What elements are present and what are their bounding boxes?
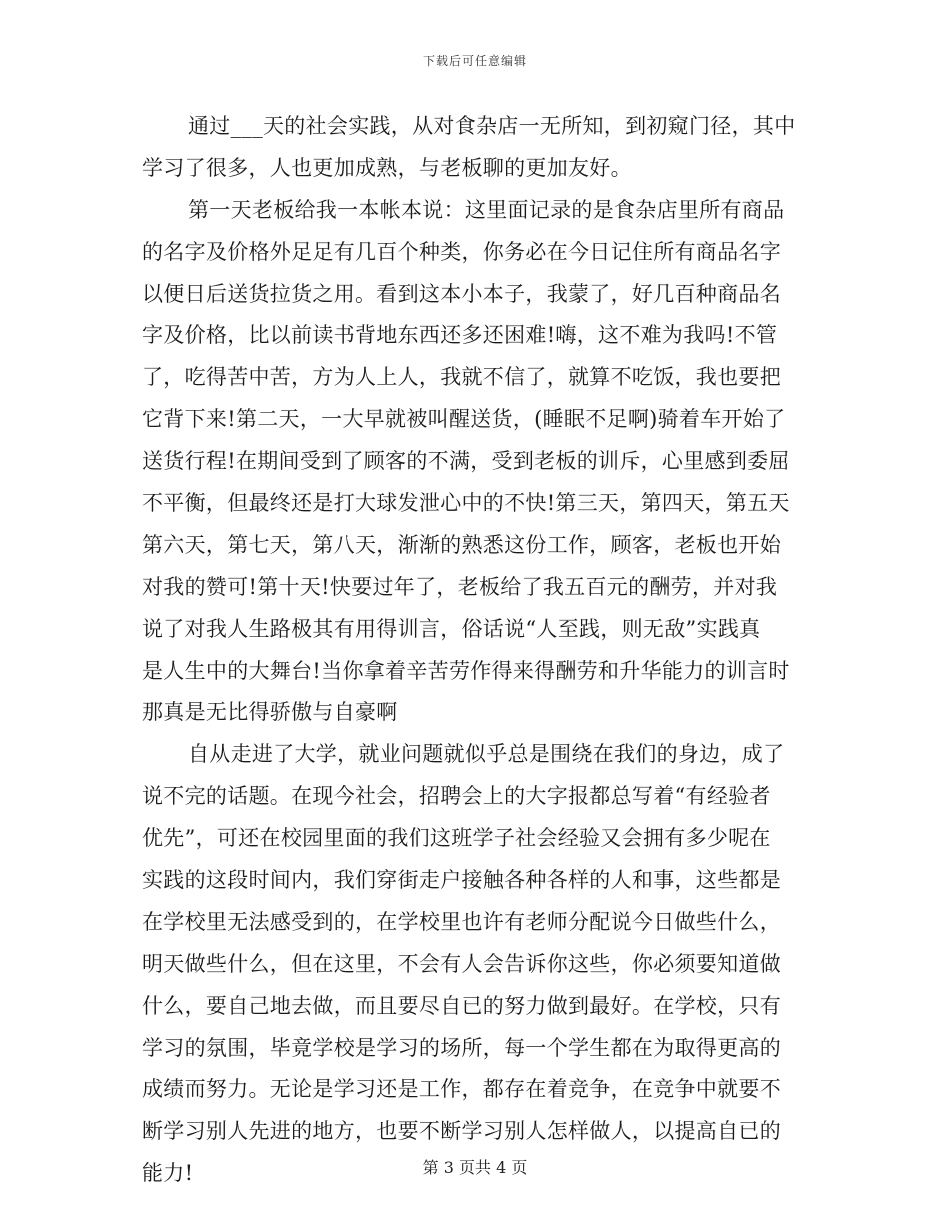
text-line: 第一天老板给我一本帐本说：这里面记录的是食杂店里所有商品 [188, 197, 785, 222]
text-line: 优先”，可还在校园里面的我们这班学子社会经验又会拥有多少呢在 [142, 826, 771, 851]
text-line: 不平衡，但最终还是打大球发泄心中的不快!第三天，第四天，第五天 [142, 491, 790, 516]
text-line: 明天做些什么，但在这里，不会有人会告诉你这些，你必须要知道做 [142, 951, 781, 976]
text-line: 学习的氛围，毕竟学校是学习的场所，每一个学生都在为取得更高的 [142, 1035, 781, 1060]
document-body [142, 106, 812, 1195]
page-number-footer: 第 3 页共 4 页 [422, 1158, 528, 1177]
text-line: 是人生中的大舞台!当你拿着辛苦劳作得来得酬劳和升华能力的训言时 [142, 658, 790, 683]
text-line: 了，吃得苦中苦，方为人上人，我就不信了，就算不吃饭，我也要把 [142, 365, 781, 390]
text-line: 送货行程!在期间受到了顾客的不满，受到老板的训斥，心里感到委屈 [142, 449, 790, 474]
text-line: 成绩而努力。无论是学习还是工作，都存在着竞争，在竞争中就要不 [142, 1077, 781, 1102]
text-line: 对我的赞可!第十天!快要过年了，老板给了我五百元的酬劳，并对我 [142, 574, 778, 599]
text-line: 在学校里无法感受到的，在学校里也许有老师分配说今日做些什么， [142, 909, 781, 934]
text-line: 学习了很多，人也更加成熟，与老板聊的更加友好。 [142, 155, 632, 180]
text-line: 第六天，第七天，第八天，渐渐的熟悉这份工作，顾客，老板也开始 [142, 532, 781, 557]
text-line: 说不完的话题。在现今社会，招聘会上的大字报都总写着“有经验者 [142, 784, 771, 809]
text-line: 通过___天的社会实践，从对食杂店一无所知，到初窥门径，其中 [188, 114, 796, 138]
text-line: 字及价格，比以前读书背地东西还多还困难!嗨，这不难为我吗!不管 [142, 323, 778, 348]
text-line: 自从走进了大学，就业问题就似乎总是围绕在我们的身边，成了 [188, 742, 785, 767]
page-header: 下载后可任意编辑 [422, 54, 527, 68]
text-line: 说了对我人生路极其有用得训言，俗话说“人至践，则无敌”实践真 [142, 616, 761, 641]
text-line: 实践的这段时间内，我们穿街走户接触各种各样的人和事，这些都是 [142, 868, 781, 893]
text-line: 什么，要自己地去做，而且要尽自已的努力做到最好。在学校，只有 [142, 993, 781, 1018]
text-line: 它背下来!第二天，一大早就被叫醒送货，(睡眠不足啊)骑着车开始了 [142, 407, 786, 432]
text-line: 的名字及价格外足足有几百个种类，你务必在今日记住所有商品名字 [142, 239, 781, 264]
text-line: 以便日后送货拉货之用。看到这本小本子，我蒙了，好几百种商品名 [142, 281, 781, 306]
text-line: 那真是无比得骄傲与自豪啊 [142, 700, 398, 725]
text-line: 能力! [142, 1161, 194, 1186]
text-line: 断学习别人先进的地方，也要不断学习别人怎样做人，以提高自已的 [142, 1119, 781, 1144]
